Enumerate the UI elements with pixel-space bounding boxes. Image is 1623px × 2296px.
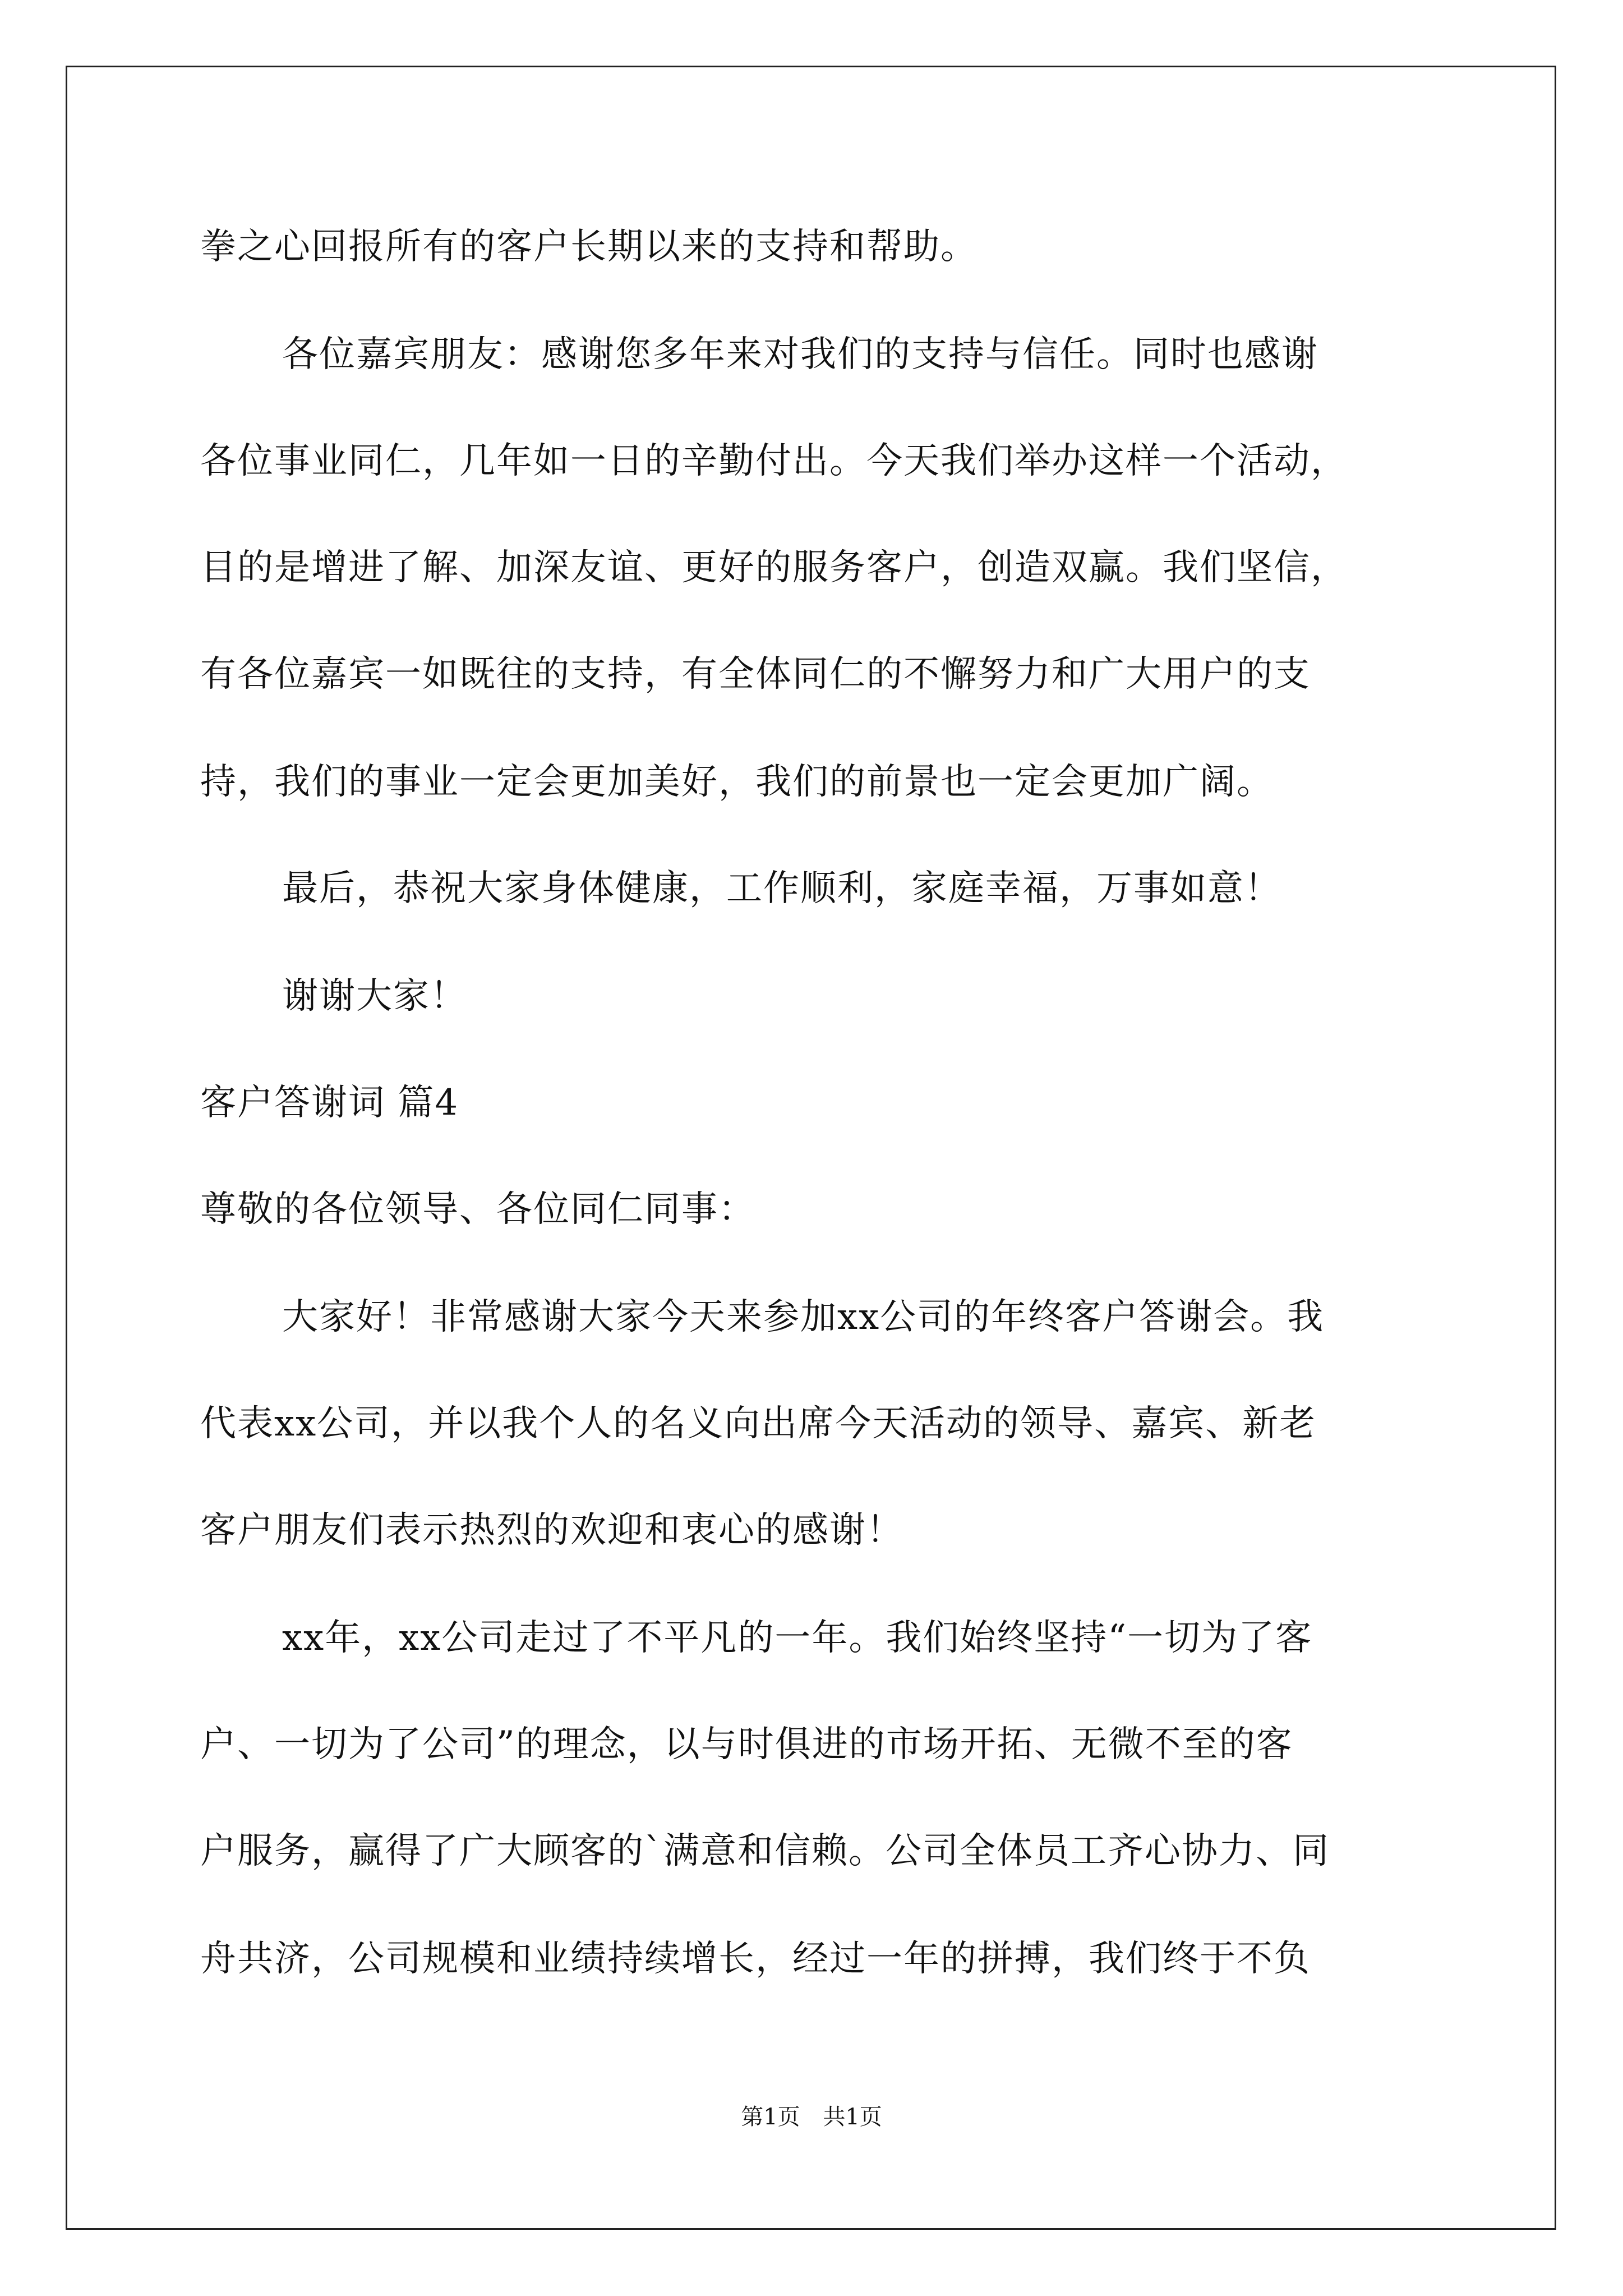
text-line: 户、一切为了公司”的理念，以与时俱进的市场开拓、无微不至的客: [200, 1724, 1293, 1765]
text-line: 舟共济，公司规模和业绩持续增长，经过一年的拼搏，我们终于不负: [200, 1938, 1311, 1980]
text-line: 拳之心回报所有的客户长期以来的支持和帮助。: [200, 226, 978, 268]
text-line: 各位事业同仁，几年如一日的辛勤付出。今天我们举办这样一个活动，: [200, 440, 1348, 482]
text-line: 目的是增进了解、加深友谊、更好的服务客户，创造双赢。我们坚信，: [200, 547, 1348, 588]
page-number: 第1页: [741, 2104, 800, 2130]
page-total: 共1页: [823, 2104, 882, 2130]
text-line: xx年，xx公司走过了不平凡的一年。我们始终坚持“一切为了客: [282, 1617, 1313, 1659]
section-heading: 客户答谢词 篇4: [200, 1082, 459, 1124]
text-line: 谢谢大家！: [282, 976, 467, 1017]
page-border: [66, 66, 1556, 2230]
text-line: 户服务，赢得了广大顾客的`满意和信赖。公司全体员工齐心协力、同: [200, 1830, 1330, 1872]
text-line: 持，我们的事业一定会更加美好，我们的前景也一定会更加广阔。: [200, 761, 1274, 803]
text-line: 最后，恭祝大家身体健康，工作顺利，家庭幸福，万事如意！: [282, 868, 1281, 909]
text-line: 大家好！非常感谢大家今天来参加xx公司的年终客户答谢会。我: [282, 1296, 1325, 1338]
text-line: 代表xx公司，并以我个人的名义向出席今天活动的领导、嘉宾、新老: [200, 1403, 1317, 1444]
salutation: 尊敬的各位领导、各位同仁同事：: [200, 1189, 755, 1230]
text-line: 有各位嘉宾一如既往的支持，有全体同仁的不懈努力和广大用户的支: [200, 654, 1311, 695]
text-line: 客户朋友们表示热烈的欢迎和衷心的感谢！: [200, 1510, 903, 1551]
page-footer: [0, 2102, 1623, 2132]
text-line: 各位嘉宾朋友：感谢您多年来对我们的支持与信任。同时也感谢: [282, 334, 1318, 375]
